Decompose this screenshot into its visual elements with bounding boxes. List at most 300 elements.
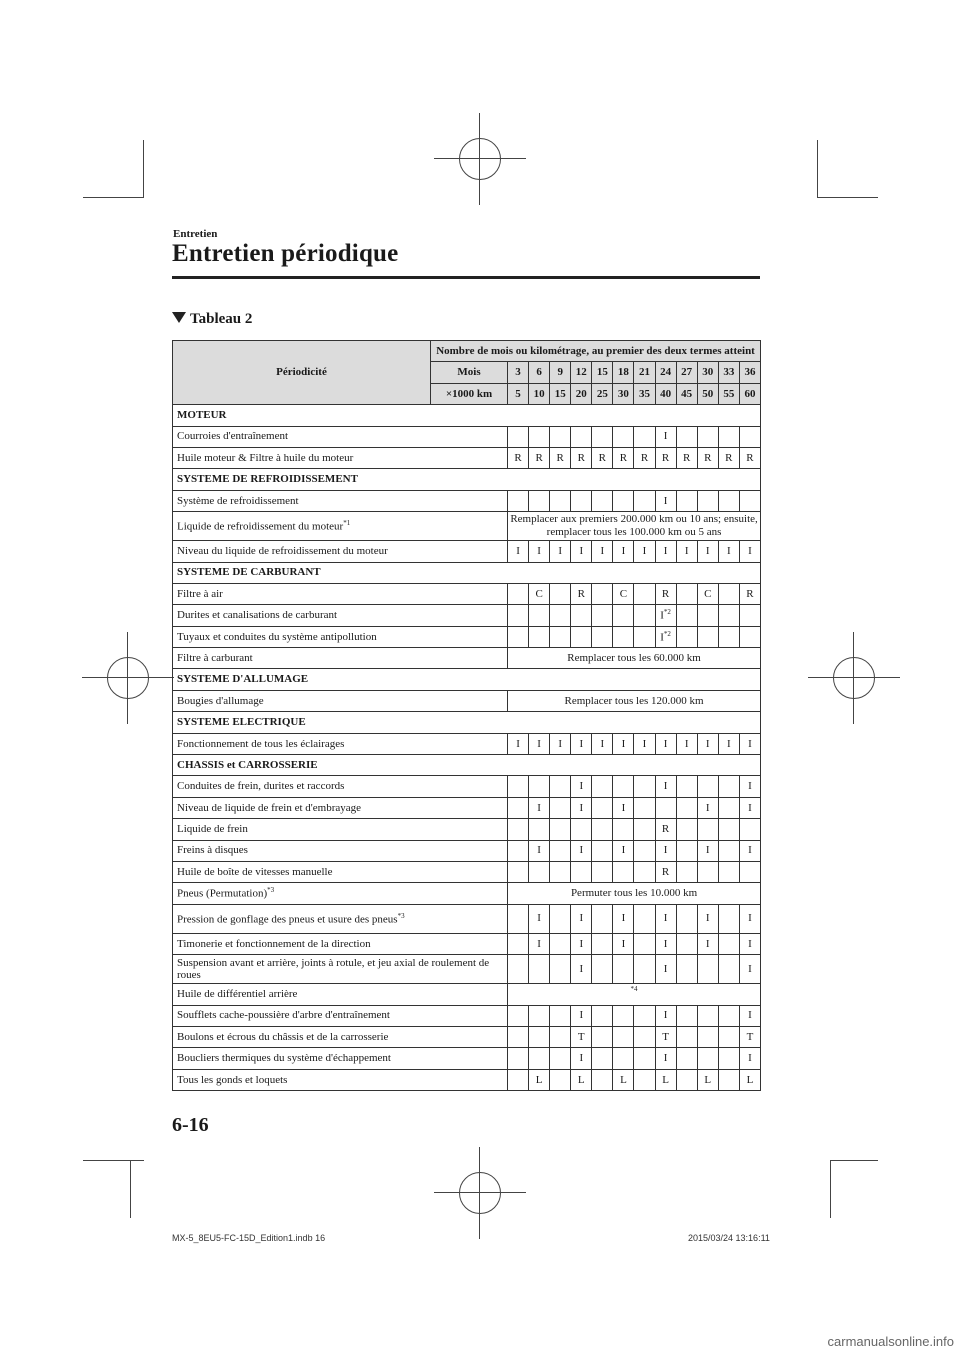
interval-cell [529, 1005, 550, 1026]
interval-cell [718, 733, 739, 754]
interval-cell [739, 819, 760, 840]
interval-cell [718, 583, 739, 604]
interval-cell-value: I [579, 737, 584, 750]
interval-cell-value: T [746, 1030, 754, 1043]
interval-cell [697, 626, 718, 647]
interval-cell [613, 626, 634, 647]
interval-cell-value: R [514, 451, 522, 464]
interval-cell [718, 904, 739, 933]
interval-cell [571, 933, 592, 954]
interval-cell [571, 797, 592, 818]
interval-cell [571, 1005, 592, 1026]
interval-cell [634, 626, 655, 647]
interval-cell [613, 861, 634, 882]
interval-cell [571, 490, 592, 511]
interval-cell [676, 1026, 697, 1047]
interval-cell [634, 1069, 655, 1090]
interval-cell-value: I [748, 844, 752, 857]
km-cell: 10 [529, 383, 550, 404]
table-row [173, 583, 761, 604]
months-label: Mois [431, 362, 508, 383]
interval-cell [529, 626, 550, 647]
interval-cell [550, 904, 571, 933]
month-cell: 15 [592, 362, 613, 383]
month-cell: 27 [676, 362, 697, 383]
interval-cell-value: R [598, 451, 607, 464]
interval-cell [634, 447, 655, 468]
item-name: Liquide de refroidissement du moteur [177, 520, 344, 533]
interval-cell-value: R [577, 587, 585, 600]
km-cell: 30 [613, 383, 634, 404]
interval-cell [613, 1048, 634, 1069]
interval-cell-value: C [535, 587, 543, 600]
section-row [173, 469, 761, 490]
interval-cell [676, 955, 697, 984]
interval-cell [529, 933, 550, 954]
interval-cell [655, 776, 676, 797]
interval-cell [655, 626, 676, 647]
interval-cell [592, 955, 613, 984]
item-name-cell [173, 776, 508, 797]
table-row [173, 883, 761, 904]
maintenance-schedule-table [172, 340, 761, 1091]
table-row [173, 840, 761, 861]
interval-cell [529, 583, 550, 604]
interval-cell [508, 861, 529, 882]
interval-cell [655, 583, 676, 604]
header-row-months [173, 341, 761, 362]
item-name: Durites et canalisations de carburant [177, 609, 338, 622]
item-name: Freins à disques [177, 844, 248, 857]
registration-mark-top [434, 113, 526, 205]
interval-cell [613, 840, 634, 861]
interval-cell [718, 541, 739, 562]
interval-cell-value: R [725, 451, 733, 464]
interval-cell-value: I [705, 937, 710, 950]
interval-cell [550, 583, 571, 604]
interval-cell-value: C [704, 587, 712, 600]
interval-cell [739, 490, 760, 511]
interval-cell-value: I [748, 737, 752, 750]
interval-cell [697, 733, 718, 754]
interval-cell-value: R [661, 451, 670, 464]
section-row [173, 669, 761, 690]
interval-cell-value: R [661, 823, 670, 836]
interval-cell [676, 605, 697, 626]
interval-cell-value: I [621, 801, 626, 814]
item-name-cell [173, 648, 508, 669]
interval-cell [739, 1026, 760, 1047]
month-cell: 18 [613, 362, 634, 383]
item-name-cell [173, 447, 508, 468]
interval-cell [739, 583, 760, 604]
item-name-cell [173, 1069, 508, 1090]
interval-cell [718, 1026, 739, 1047]
interval-cell [508, 1005, 529, 1026]
interval-cell-value: I [663, 912, 668, 925]
interval-cell [592, 426, 613, 447]
interval-cell [739, 861, 760, 882]
interval-cell [571, 541, 592, 562]
interval-cell [529, 541, 550, 562]
interval-cell [634, 541, 655, 562]
interval-cell [592, 605, 613, 626]
interval-cell [697, 933, 718, 954]
month-cell: 9 [550, 362, 571, 383]
interval-cell [697, 490, 718, 511]
item-name: Bougies d'allumage [177, 694, 264, 707]
table-row [173, 541, 761, 562]
item-name-cell [173, 1026, 508, 1047]
interval-cell [613, 776, 634, 797]
interval-cell-value: L [746, 1073, 754, 1086]
item-name-cell [173, 605, 508, 626]
item-name-cell [173, 583, 508, 604]
table-row [173, 447, 761, 468]
month-cell: 12 [571, 362, 592, 383]
interval-cell [550, 955, 571, 984]
interval-cell [508, 840, 529, 861]
registration-mark-bottom [434, 1147, 526, 1239]
item-name: Liquide de frein [177, 823, 248, 836]
interval-cell [613, 490, 634, 511]
interval-cell [529, 861, 550, 882]
item-name: Timonerie et fonctionnement de la direction [177, 937, 371, 950]
interval-cell [529, 1026, 550, 1047]
registration-mark-right [808, 632, 900, 724]
km-cell: 50 [697, 383, 718, 404]
interval-cell-value: R [661, 865, 670, 878]
interval-cell [718, 819, 739, 840]
table-row [173, 955, 761, 984]
interval-cell [550, 1026, 571, 1047]
item-name: Huile de boîte de vitesses manuelle [177, 865, 333, 878]
item-name: Conduites de frein, durites et raccords [177, 780, 345, 793]
section-row [173, 712, 761, 733]
table-row [173, 690, 761, 711]
interval-cell [676, 819, 697, 840]
interval-cell-value: I [748, 962, 752, 975]
interval-cell [571, 904, 592, 933]
item-name-cell [173, 541, 508, 562]
interval-cell-value: I [642, 545, 647, 557]
interval-instruction-cell: Remplacer tous les 60.000 km [508, 648, 761, 669]
interval-instruction-cell: Remplacer tous les 120.000 km [508, 690, 761, 711]
interval-cell-value: I [579, 545, 584, 557]
interval-cell [676, 626, 697, 647]
interval-cell-value: I [705, 801, 710, 814]
interval-cell-value: I [663, 937, 668, 950]
interval-cell [592, 447, 613, 468]
section-row [173, 405, 761, 426]
item-name-cell [173, 1005, 508, 1026]
interval-cell [529, 490, 550, 511]
section-label-cell: MOTEUR [173, 405, 761, 426]
interval-cell [592, 1069, 613, 1090]
interval-cell [592, 1026, 613, 1047]
km-cell: 25 [592, 383, 613, 404]
table-row [173, 861, 761, 882]
interval-cell [550, 840, 571, 861]
interval-cell [634, 733, 655, 754]
item-name-cell [173, 626, 508, 647]
interval-cell [655, 605, 676, 626]
interval-cell [697, 605, 718, 626]
interval-cell [739, 626, 760, 647]
item-name-cell [173, 1048, 508, 1069]
interval-cell [655, 933, 676, 954]
interval-cell [592, 797, 613, 818]
page-number: 6-16 [172, 1114, 209, 1136]
interval-cell-value: I [663, 780, 668, 793]
interval-cell-value: I [537, 545, 541, 557]
interval-cell [550, 1048, 571, 1069]
interval-cell-value: I [579, 962, 584, 975]
interval-cell [550, 861, 571, 882]
interval-cell [592, 1048, 613, 1069]
item-name-cell [173, 690, 508, 711]
interval-cell-value: I [684, 545, 689, 557]
interval-cell [529, 1069, 550, 1090]
interval-cell [529, 797, 550, 818]
item-name-cell [173, 904, 508, 933]
interval-cell-value: L [620, 1073, 627, 1086]
interval-cell [508, 447, 529, 468]
interval-cell [676, 1069, 697, 1090]
interval-cell [592, 904, 613, 933]
interval-cell [676, 1048, 697, 1069]
interval-cell-value: I [621, 737, 626, 750]
interval-cell [550, 490, 571, 511]
table-row [173, 1005, 761, 1026]
interval-cell [613, 447, 634, 468]
interval-instruction-cell: Permuter tous les 10.000 km [508, 883, 761, 904]
month-cell: 6 [529, 362, 550, 383]
interval-cell-value: I [537, 912, 541, 925]
interval-cell-value: I [537, 801, 541, 814]
interval-cell [655, 955, 676, 984]
interval-cell-value: L [577, 1073, 585, 1086]
interval-cell [529, 1048, 550, 1069]
interval-cell [739, 776, 760, 797]
interval-cell [697, 1069, 718, 1090]
interval-cell [676, 583, 697, 604]
interval-cell-value: I [748, 912, 752, 925]
interval-cell [634, 861, 655, 882]
table-row [173, 648, 761, 669]
interval-cell [592, 1005, 613, 1026]
interval-cell [718, 605, 739, 626]
km-cell: 60 [739, 383, 760, 404]
interval-cell [613, 541, 634, 562]
interval-cell [676, 426, 697, 447]
interval-cell-value: I [537, 937, 541, 950]
interval-cell-value: I [537, 844, 541, 857]
interval-cell-value: R [661, 587, 670, 600]
interval-cell-value: I [726, 545, 731, 557]
interval-cell [697, 776, 718, 797]
interval-cell-value: I [579, 1009, 584, 1022]
interval-cell [739, 904, 760, 933]
interval-cell-value: I [663, 545, 668, 557]
interval-cell [634, 583, 655, 604]
item-name: Pneus (Permutation) [177, 888, 268, 901]
interval-cell-value: C [619, 587, 628, 600]
interval-cell [634, 605, 655, 626]
interval-cell [676, 904, 697, 933]
interval-cell [529, 605, 550, 626]
item-name-cell [173, 883, 508, 904]
interval-cell [550, 1005, 571, 1026]
registration-mark-left [82, 632, 174, 724]
interval-cell [655, 819, 676, 840]
item-name: Système de refroidissement [177, 494, 299, 507]
km-cell: 15 [550, 383, 571, 404]
interval-cell [655, 733, 676, 754]
interval-cell [571, 733, 592, 754]
item-name: Soufflets cache-poussière d'arbre d'entraînement [177, 1009, 390, 1022]
interval-cell [613, 933, 634, 954]
section-label-cell: SYSTEME ELECTRIQUE [173, 712, 761, 733]
interval-cell [739, 1005, 760, 1026]
interval-cell [739, 1069, 760, 1090]
interval-cell [676, 861, 697, 882]
interval-cell [718, 955, 739, 984]
interval-cell [613, 1069, 634, 1090]
interval-cell [634, 819, 655, 840]
interval-cell-value: I [663, 1052, 668, 1065]
interval-footnote-ref: *4 [630, 985, 638, 994]
interval-cell [676, 490, 697, 511]
interval-cell [697, 840, 718, 861]
interval-cell [676, 776, 697, 797]
interval-cell [739, 840, 760, 861]
interval-cell-value: I [663, 494, 668, 507]
interval-cell [571, 819, 592, 840]
interval-cell [697, 1005, 718, 1026]
km-cell: 20 [571, 383, 592, 404]
interval-cell-value: I [705, 545, 710, 557]
interval-cell [655, 1005, 676, 1026]
interval-cell [697, 797, 718, 818]
interval-cell [634, 776, 655, 797]
interval-cell [697, 955, 718, 984]
month-cell: 21 [634, 362, 655, 383]
interval-cell [655, 426, 676, 447]
item-name: Niveau de liquide de frein et d'embrayage [177, 801, 362, 814]
interval-cell [508, 904, 529, 933]
print-slug-date: 2015/03/24 13:16:11 [688, 1233, 770, 1243]
interval-cell [571, 626, 592, 647]
interval-cell [739, 447, 760, 468]
interval-cell-value: T [662, 1030, 669, 1043]
interval-cell [655, 797, 676, 818]
table-row [173, 512, 761, 541]
interval-cell [508, 541, 529, 562]
interval-cell [571, 1026, 592, 1047]
interval-cell-value: I [537, 737, 541, 750]
interval-cell [655, 1069, 676, 1090]
interval-cell [655, 861, 676, 882]
km-cell: 40 [655, 383, 676, 404]
interval-cell [550, 776, 571, 797]
table-row [173, 1026, 761, 1047]
interval-cell-value: I [579, 801, 584, 814]
interval-cell-value: R [746, 451, 754, 464]
interval-cell [676, 1005, 697, 1026]
interval-cell [697, 904, 718, 933]
item-name: Tuyaux et conduites du système antipollution [177, 630, 377, 643]
interval-cell-value: I [558, 737, 563, 750]
item-name-cell [173, 797, 508, 818]
interval-cell-value: T [577, 1030, 585, 1043]
interval-cell [529, 776, 550, 797]
interval-cell [718, 1005, 739, 1026]
interval-cell [739, 933, 760, 954]
interval-cell [697, 426, 718, 447]
interval-cell [508, 819, 529, 840]
triangle-marker-icon [172, 312, 186, 323]
interval-cell [571, 605, 592, 626]
interval-cell [739, 1048, 760, 1069]
interval-instruction-cell: Remplacer aux premiers 200.000 km ou 10 ans; ensuite, remplacer tous les 100.000 km ou 5 ans [508, 512, 761, 541]
interval-cell-value: I [748, 1009, 752, 1022]
interval-cell-value: I [579, 937, 584, 950]
interval-cell [634, 426, 655, 447]
interval-cell [592, 840, 613, 861]
section-label-cell: SYSTEME DE REFROIDISSEMENT [173, 469, 761, 490]
interval-cell-value: I [663, 737, 668, 750]
table-row [173, 626, 761, 647]
item-name-cell [173, 512, 508, 541]
interval-cell-value: I [663, 844, 668, 857]
interval-cell [571, 776, 592, 797]
interval-cell [655, 904, 676, 933]
interval-cell [592, 733, 613, 754]
interval-cell-value: I [579, 844, 584, 857]
item-name: Boulons et écrous du châssis et de la carrosserie [177, 1030, 389, 1043]
interval-cell [529, 426, 550, 447]
interval-cell-value: R [619, 451, 628, 464]
interval-cell-value: R [704, 451, 712, 464]
interval-cell [550, 819, 571, 840]
table-row [173, 904, 761, 933]
item-name: Filtre à air [177, 587, 223, 600]
table-row [173, 426, 761, 447]
interval-cell-value: I [516, 545, 520, 557]
interval-cell [613, 819, 634, 840]
interval-cell [508, 626, 529, 647]
interval-cell [697, 861, 718, 882]
interval-cell [592, 933, 613, 954]
interval-cell-value: I [621, 912, 626, 925]
interval-cell [739, 955, 760, 984]
interval-cell [634, 1005, 655, 1026]
month-cell: 24 [655, 362, 676, 383]
table-row [173, 984, 761, 1005]
interval-cell [550, 426, 571, 447]
table-row [173, 776, 761, 797]
interval-cell [739, 426, 760, 447]
interval-cell-value: I [558, 545, 563, 557]
table-row [173, 605, 761, 626]
interval-cell [697, 1048, 718, 1069]
interval-cell [613, 605, 634, 626]
cell-footnote-ref: *2 [663, 629, 671, 638]
interval-cell [508, 933, 529, 954]
interval-cell [634, 1048, 655, 1069]
item-name: Filtre à carburant [177, 651, 253, 664]
